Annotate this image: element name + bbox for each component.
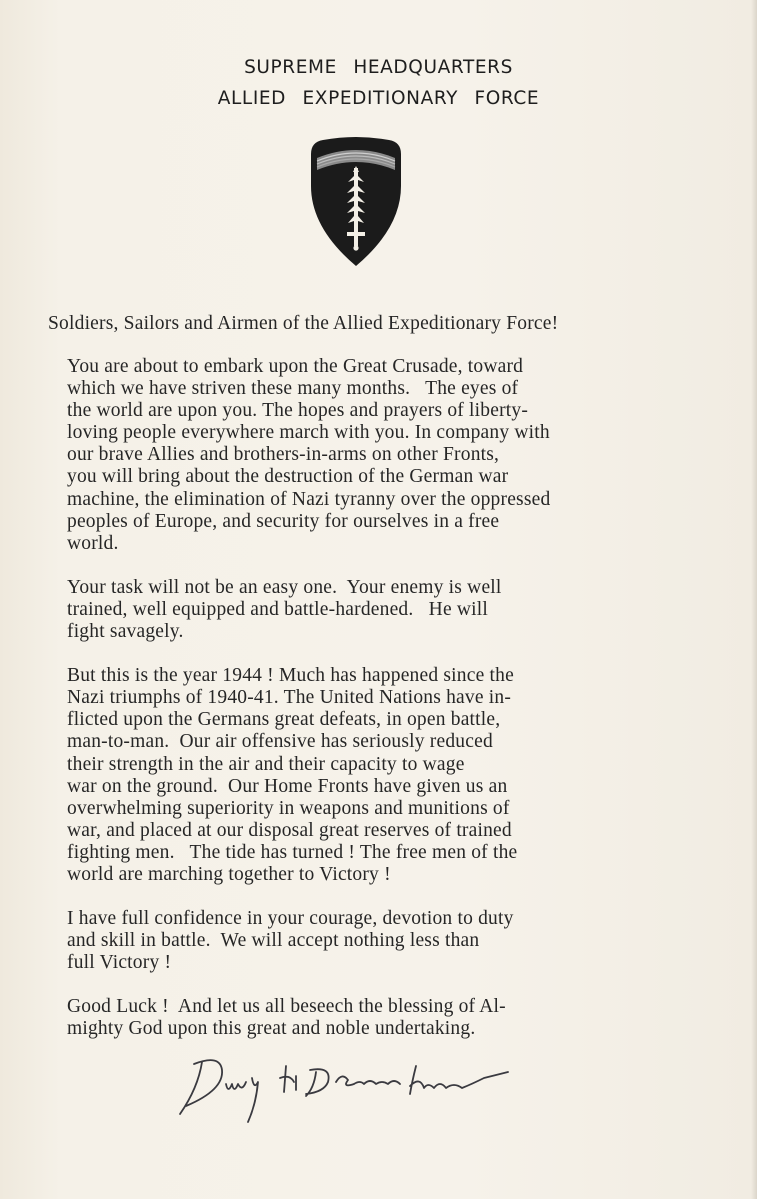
text-line: peoples of Europe, and security for ourselves in a free xyxy=(67,510,500,532)
text-line: the world are upon you. The hopes and prayers of liberty- xyxy=(67,400,529,422)
text-line: world. xyxy=(67,532,119,554)
header-line-1: SUPREME HEADQUARTERS xyxy=(244,57,513,78)
text-line: Nazi triumphs of 1940-41. The United Nations have in- xyxy=(67,687,512,709)
text-line: world are marching together to Victory ! xyxy=(67,863,391,885)
message-body xyxy=(67,356,667,1041)
paragraph-gap xyxy=(67,886,667,908)
text-line: war on the ground. Our Home Fronts have given us an xyxy=(67,775,508,797)
text-line: mighty God upon this great and noble undertaking. xyxy=(67,1018,476,1040)
header-line-2: ALLIED EXPEDITIONARY FORCE xyxy=(217,88,540,109)
text-line: man-to-man. Our air offensive has seriously reduced xyxy=(67,731,493,753)
paragraph-gap xyxy=(67,555,667,577)
paragraph-4 xyxy=(67,908,667,974)
text-line: You are about to embark upon the Great Crusade, toward xyxy=(67,356,524,377)
text-line: war, and placed at our disposal great reserves of trained xyxy=(67,819,512,841)
handwritten-signature xyxy=(172,1048,552,1128)
text-line: I have full confidence in your courage, devotion to duty xyxy=(67,908,514,930)
text-line: our brave Allies and brothers-in-arms on other Fronts, xyxy=(67,444,500,466)
text-line: Good Luck ! And let us all beseech the blessing of Al- xyxy=(67,996,506,1018)
shaef-shield-emblem-icon xyxy=(307,136,405,268)
text-line: you will bring about the destruction of the German war xyxy=(67,466,509,488)
text-line: and skill in battle. We will accept nothing less than xyxy=(67,930,480,952)
text-line: fighting men. The tide has turned ! The free men of the xyxy=(67,841,518,863)
text-line: Your task will not be an easy one. Your enemy is well xyxy=(67,576,502,598)
paragraph-1 xyxy=(67,356,667,555)
text-line: their strength in the air and their capacity to wage xyxy=(67,753,465,775)
salutation: Soldiers, Sailors and Airmen of the Allied Expeditionary Force! xyxy=(48,313,559,334)
page-edge-shadow xyxy=(751,0,757,1199)
text-line: which we have striven these many months. The eyes of xyxy=(67,378,519,400)
paragraph-5 xyxy=(67,996,667,1040)
paragraph-2 xyxy=(67,577,667,643)
text-line: overwhelming superiority in weapons and munitions of xyxy=(67,797,510,819)
text-line: flicted upon the Germans great defeats, in open battle, xyxy=(67,709,501,731)
text-line: machine, the elimination of Nazi tyranny over the oppressed xyxy=(67,488,551,510)
text-line: full Victory ! xyxy=(67,952,172,974)
paragraph-3 xyxy=(67,665,667,886)
text-line: But this is the year 1944 ! Much has happened since the xyxy=(67,665,514,687)
paragraph-gap xyxy=(67,974,667,996)
text-line: trained, well equipped and battle-hardened. He will xyxy=(67,598,489,620)
text-line: fight savagely. xyxy=(67,621,184,643)
paragraph-gap xyxy=(67,643,667,665)
text-line: loving people everywhere march with you. In company with xyxy=(67,422,550,444)
